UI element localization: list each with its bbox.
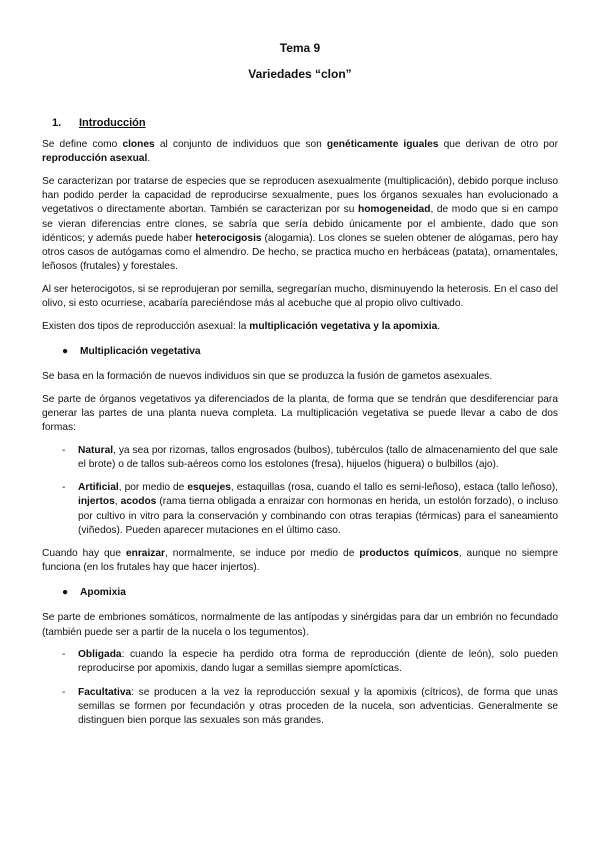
dash-icon: - <box>62 649 66 661</box>
paragraph-characteristics: Se caracterizan por tratarse de especies que se reproducen asexualmente (multiplicación), debido porque incluso han podido perder la capacidad de reproducirse sexualmente, pues los órganos sexuales han evolucionado a vegetativos o directamente abortan. También se caracterizan por su homogeneidad, de modo que si en campo se vieran diferencias entre clones, se sabría que sería debido únicamente por el ambiente, dado que son idénticos; y además puede haber heterocigosis (alogamia). Los clones se suelen obtener de alógamas, pero hay otros casos de autógamas como el almendro. De hecho, se practica mucho en herbáceas (patata), ornamentales, leñosos (frutales) y forestales. <box>42 175 558 273</box>
section-title: Introducción <box>79 117 146 129</box>
dash-icon: - <box>62 482 66 494</box>
bullet-icon: ● <box>62 587 69 599</box>
paragraph-heterozygosis: Al ser heterocigotos, si se reprodujeran por semilla, segregarían mucho, disminuyendo la heterosis. En el caso del olivo, si esto ocurriese, acabaría pareciéndose más al acebuche que al propio olivo cultivado. <box>42 283 558 310</box>
bullet-vegetative-multiplication: ● Multiplicación vegetativa <box>62 345 201 357</box>
dash-icon: - <box>62 444 66 456</box>
paragraph-vegetative-organs: Se parte de órganos vegetativos ya diferenciados de la planta, de forma que se tendrán que desdiferenciar para generar las partes de una planta nueva completa. La multiplicación vegetativa se puede llevar a cabo de dos formas: <box>42 393 558 434</box>
section-number: 1. <box>52 117 62 129</box>
list-item-facultativa: - Facultativa: se producen a la vez la reproducción sexual y la apomixis (cítricos), de forma que unas semillas se formen por fecundación y otras proceden de la nucela, son adventicias. Generalmente se distinguen bien porque las sexuales son más grandes. <box>62 686 558 727</box>
document-title-line1: Tema 9 <box>279 41 321 55</box>
bullet-apomixis: ● Apomixia <box>62 587 126 599</box>
dash-icon: - <box>62 686 66 698</box>
paragraph-definition: Se define como clones al conjunto de individuos que son genéticamente iguales que derivan de otro por reproducción asexual. <box>42 139 558 165</box>
list-item-artificial: - Artificial, por medio de esquejes, estaquillas (rosa, cuando el tallo es semi-leñoso), estaca (tallo leñoso), injertos, acodos (rama tierna obligada a enraizar con hormonas en herida, un estolón forzado), o incluso por cultivo in vitro para la conservación y combinando con otras terapias (térmicas) para el saneamiento (viñedos). Pueden aparecer mutaciones en el último caso. <box>62 482 558 536</box>
list-item-obligada: - Obligada: cuando la especie ha perdido otra forma de reproducción (diente de león), solo pueden reproducirse por apomixis, dando lugar a semillas siempre apomícticas. <box>62 649 558 675</box>
list-item-natural: - Natural, ya sea por rizomas, tallos engrosados (bulbos), tubérculos (tallo de almacenamiento del que sale el brote) o de tallos sub-aéreos como los estolones (fresa), hijuelos (higuera) o bulbillos (ajo). <box>62 444 558 470</box>
paragraph-vegetative-basis: Se basa en la formación de nuevos individuos sin que se produzca la fusión de gametos asexuales. <box>42 370 493 382</box>
paragraph-rooting: Cuando hay que enraizar, normalmente, se induce por medio de productos químicos, aunque no siempre funciona (en los frutales hay que hacer injertos). <box>42 547 558 574</box>
paragraph-types: Existen dos tipos de reproducción asexual: la multiplicación vegetativa y la apomixia. <box>42 320 441 332</box>
paragraph-apomixis-basis: Se parte de embriones somáticos, normalmente de las antípodas y sinérgidas para dar un embrión no fecundado (también puede ser a partir de la nucela o los tegumentos). <box>42 612 558 638</box>
document-title-line2: Variedades “clon” <box>248 67 352 81</box>
section-heading <box>52 116 558 130</box>
bullet-icon: ● <box>62 345 69 357</box>
